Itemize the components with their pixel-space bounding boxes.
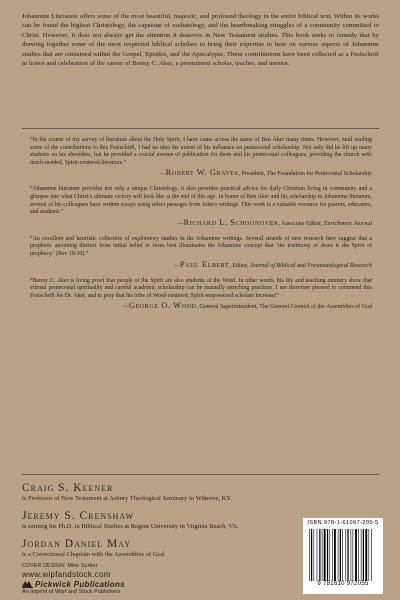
book-description: Johannine Literature offers some of the most beautiful, majestic, and profound theology in the entire biblical text. Within its works can be found the highest Christology, the capstone of eschatology, and the heartbreaking struggles of a community committed to Christ. However, it does not always get the attention it deserves in New Testament studies. This book seeks to remedy that by drawing together some of the most respected biblical scholars to bring their expertise to bear on various aspects of Johannine studies that are contained within the Gospel, Epistles, and the Apocalypse. These contributions have been collected as a Festschrift in honor and celebration of the career of Benny C. Aker, a preeminent scholar, teacher, and mentor. xyxy=(22,13,379,68)
endorser-publication: Journal of Biblical and Pneumatological Research xyxy=(250,262,372,269)
endorsement-quote: “Benny C. Aker is living proof that people of the Spirit are also students of the Word. In other words, his life and teaching ministry show that vibrant pentecostal spirituality and careful academic scholarship can be mutually enriching practices. I am therefore pleased to commend this Festschrift for Dr. Aker, and to pray that his tribe of Word-centered, Spirit-empowered scholars increase!” xyxy=(30,277,372,299)
contributor-description: is earning his Ph.D. in Biblical Studies at Regent University in Virginia Beach, VA. xyxy=(22,523,239,530)
endorsement-quote: “An excellent and heuristic collection of exploratory studies in the Johannine writings. Several strands of new research here suggest that a prophetic anointing distinct from initial belief in Jesus best illuminates the Johannine concept that ‘the testimony of Jesus is the Spirit of prophecy.’ (Rev 19:10).” xyxy=(30,235,372,257)
endorsement-attribution xyxy=(30,219,372,228)
endorsement xyxy=(30,278,372,312)
endorser-name: Robert W. Graves xyxy=(165,168,239,178)
contributor-description: is a Correctional Chaplain with the Assemblies of God. xyxy=(22,551,166,558)
contributor xyxy=(22,482,379,503)
contributor-description: is Professor of New Testament at Asbury Theological Seminary in Wilmore, KY. xyxy=(22,495,232,502)
endorsement xyxy=(30,236,372,270)
contributor-name: Jordan Daniel May xyxy=(22,538,132,550)
contributor-name: Craig S. Keener xyxy=(22,482,114,494)
publisher-name: Pickwick Publications xyxy=(35,579,125,589)
endorser-publication: Enrichment Journal xyxy=(323,220,372,227)
endorsement-quote: “Johannine literature provides not only a unique Christology, it also provides practical advice for daily Christian living in community and a glimpse into what Christ’s ultimate victory will look like at the end of this age. In honor of Ben Aker and his scholarship in Johannine literature, several of his colleagues have written essays using select passages from John’s writings. This work is a valuable resource for pastors, educators, and students.” xyxy=(30,186,372,216)
barcode-bars-icon xyxy=(308,529,378,581)
publisher-footer xyxy=(22,563,222,596)
imprint-line: An imprint of Wipf and Stock Publishers xyxy=(22,589,121,595)
attribution-dash: — xyxy=(177,220,184,227)
barcode-digits: 9 781610 972055 xyxy=(317,581,369,587)
endorser-name: George O. Wood xyxy=(128,301,197,311)
pickwick-logo-icon xyxy=(22,580,33,588)
endorser-name: Richard L. Schoonover xyxy=(183,217,279,227)
endorsement-attribution xyxy=(30,302,372,311)
endorsement-attribution xyxy=(30,169,372,178)
isbn-text: ISBN 978-1-61097-205-5 xyxy=(307,520,379,526)
endorser-title: , President, The Foundation for Pentecostal Scholarship xyxy=(238,171,372,178)
contributor-name: Jeremy S. Crenshaw xyxy=(22,510,135,522)
barcode-label xyxy=(303,518,383,594)
attribution-dash: — xyxy=(173,262,180,269)
divider-top xyxy=(22,128,379,129)
divider-bottom xyxy=(22,474,379,475)
publisher-line xyxy=(22,580,222,590)
publisher-url: www.wipfandstock.com xyxy=(22,570,111,579)
endorsement xyxy=(30,137,372,178)
endorsement xyxy=(30,186,372,227)
endorser-title: , Editor, xyxy=(229,262,251,269)
endorsements xyxy=(30,137,372,319)
endorser-name: Paul Elbert xyxy=(179,259,230,269)
endorser-title: , Associate Editor, xyxy=(278,220,324,227)
endorsement-attribution xyxy=(30,261,372,270)
endorser-title: , General Superintendent, The General Council of the Assemblies of God xyxy=(196,304,372,311)
attribution-dash: — xyxy=(122,304,129,311)
attribution-dash: — xyxy=(159,171,166,178)
endorsement-quote: “In the course of my survey of literature about the Holy Spirit, I have come across the name of Ben Aker many times. However, until reading some of the contributions to this Festschrift, I had no idea the extent of his influence on pentecostal scholarship. Not only did he lift up many students on his shoulders, but he provided a crucial avenue of publication for them and his pentecostal colleagues, providing the church with much-needed, Spirit-centered literature.” xyxy=(30,137,372,166)
cover-designer-credit: COVER DESIGN: Mike Surber xyxy=(22,563,98,569)
